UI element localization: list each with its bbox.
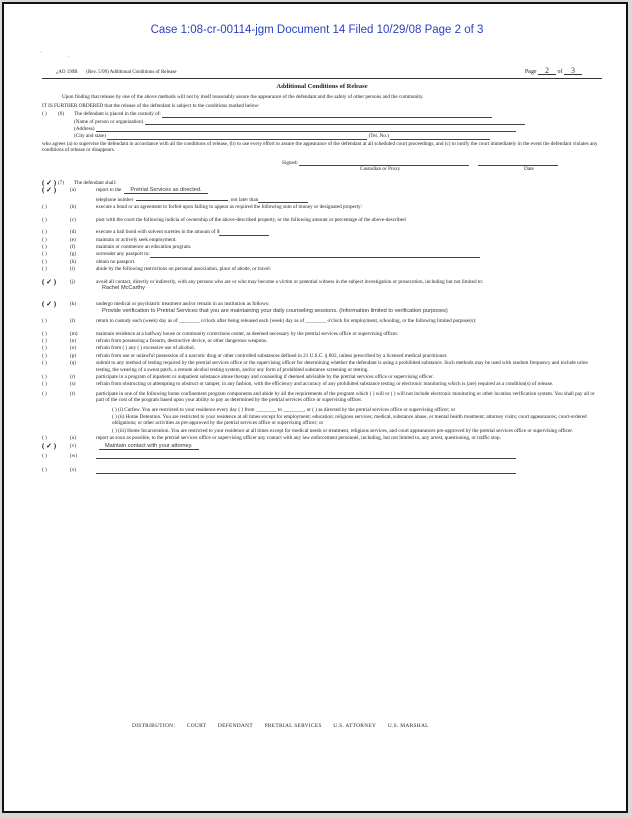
condition-checkbox: ( ✓ ) [42, 277, 57, 286]
address-label: (Address) [74, 126, 95, 133]
page-label: Page [524, 69, 537, 75]
condition-checkbox: ( ) [42, 243, 47, 250]
condition-checkbox: ( ) [42, 258, 47, 265]
condition-text [96, 187, 602, 193]
condition-text [96, 338, 602, 344]
condition-wording: ( ) (ii) Home Detention. You are restricted to your residence at all times except for employment; education; religious services; medical, substance abuse, or mental health treatment; attorney visits; court appearances; court-ordered obligations; or other activities as pre-approved by the pretrial services office or supervising officer; or [112, 414, 587, 427]
condition-text [96, 391, 602, 404]
intro-paragraph: Upon finding that release by one of the above methods will not by itself reasonably assure the appearance of the defendant and the safety of other persons and the community. [62, 94, 424, 101]
condition-row [42, 414, 602, 427]
condition-filled-value: Maintain contact with your attorney. [99, 443, 199, 450]
condition-letter: (g) [70, 251, 77, 258]
condition-text [96, 318, 602, 324]
condition-text [96, 204, 602, 210]
conditions-list [42, 187, 602, 473]
scan-speck: · [68, 54, 70, 60]
condition-checkbox: ( ) [42, 360, 47, 367]
condition-letter: (k) [70, 301, 77, 308]
condition-6 [42, 111, 602, 117]
condition-letter: (d) [70, 229, 77, 236]
distribution-court: COURT [186, 723, 207, 729]
condition-checkbox: ( ) [42, 266, 47, 273]
distribution-attorney: U.S. ATTORNEY [333, 723, 377, 729]
condition-row [42, 217, 602, 223]
condition-text [96, 435, 602, 441]
condition-row [42, 345, 602, 351]
city-label: (City and state) [74, 133, 106, 140]
condition-text [96, 345, 602, 351]
condition-row [42, 279, 602, 292]
condition-6-num: (6) [58, 111, 65, 118]
condition-checkbox: ( ) [42, 435, 47, 442]
condition-row [42, 453, 602, 459]
condition-row [42, 266, 602, 272]
condition-checkbox: ( ✓ ) [42, 441, 57, 450]
custodian-agreement: who agrees (a) to supervise the defendant in accordance with all the conditions of release, (b) to use every effort to assure the appearance of the defendant at all scheduled court proceedings, and (c) to notify the court immediately in the event the defendant violates any conditions of release or disappears. [42, 140, 598, 154]
condition-wording: undergo medical or psychiatric treatment and/or remain in an institution as follows: [96, 301, 270, 308]
condition-wording: maintain or actively seek employment. [96, 236, 177, 243]
condition-row [42, 195, 602, 203]
condition-checkbox: ( ✓ ) [42, 186, 57, 195]
condition-wording: report as soon as possible, to the pretrial services office or supervising officer any contact with any law enforcement personnel, including, but not limited to, any arrest, questioning, or traffic stop. [96, 435, 501, 442]
condition-letter: (e) [70, 236, 76, 243]
name-label: (Name of person or organization) [74, 118, 144, 125]
condition-row [42, 331, 602, 337]
page-number: 2 [538, 68, 556, 75]
condition-suffix: , not later than [228, 196, 259, 203]
condition-checkbox: ( ) [42, 453, 47, 460]
case-header: Case 1:08-cr-00114-jgm Document 14 Filed 10/29/08 Page 2 of 3 [150, 24, 484, 36]
form-title: Additional Conditions of Release [276, 83, 368, 90]
custodian-label: Custodian or Proxy [360, 166, 401, 173]
condition-text [96, 331, 602, 337]
condition-letter: (w) [70, 453, 78, 460]
condition-wording: refrain from ( ) any ( ) excessive use of alcohol. [96, 345, 195, 352]
condition-wording: refrain from obstructing or attempting to obstruct or tamper, in any fashion, with the efficiency and accuracy of any prohibited substance testing or electronic monitoring which is (are) required as a condition(s) of release. [96, 381, 554, 388]
condition-letter: (q) [70, 360, 77, 367]
condition-wording: submit to any method of testing required by the pretrial services office or the supervising officer for determining whether the defendant is using a prohibited substance. Such methods may be used with random frequency and include urine testing, the wearing of a sweat patch, a remote alcohol testing system, and/or any form of prohibited substance screening or testing. [96, 360, 588, 373]
condition-text [96, 467, 602, 473]
date-label: Date [524, 166, 534, 173]
condition-row [42, 443, 602, 449]
condition-checkbox: ( ) [42, 229, 47, 236]
condition-wording: execute a bail bond with solvent sureties in the amount of $ [96, 229, 220, 236]
condition-wording: avoid all contact, directly or indirectly, with any persons who are or who may become a victim or potential witness in the subject investigation or prosecution, including but not limited to: [96, 278, 484, 285]
condition-checkbox: ( ) [42, 467, 47, 474]
condition-text [96, 279, 602, 292]
condition-wording: post with the court the following indicia of ownership of the above-described property, or the following amount or percentage of the above-described [96, 216, 406, 223]
form-revision: (Rev. 5/99) Additional Conditions of Release [86, 70, 177, 75]
condition-wording: ( ) (i) Curfew. You are restricted to your residence every day ( ) from ________ to ________, or ( ) as directed by the pretrial services office or supervising officer; or [112, 406, 456, 413]
condition-checkbox: ( ✓ ) [42, 300, 57, 309]
condition-row [42, 301, 602, 314]
condition-wording: telephone number [96, 196, 134, 203]
condition-text [112, 407, 602, 413]
condition-letter: (i) [70, 266, 75, 273]
condition-text [96, 353, 602, 359]
condition-text [96, 229, 602, 235]
condition-row [42, 467, 602, 473]
distribution-label: DISTRIBUTION: [132, 723, 176, 729]
condition-row [42, 237, 602, 243]
condition-letter: (n) [70, 337, 77, 344]
condition-6-box: ( ) [42, 111, 47, 118]
condition-letter: (h) [70, 258, 77, 265]
condition-row [42, 381, 602, 387]
condition-checkbox: ( ) [42, 318, 47, 325]
condition-7-box: ( ✓ ) [42, 179, 57, 188]
condition-wording: participate in one of the following home confinement program components and abide by all the requirements of the program which ( ) will or ( ) will not include electronic monitoring or other location verification system. You shall pay all or part of the cost of the program based upon your ability to pay as determined by the pretrial services office or supervising officer. [96, 390, 595, 404]
condition-row [42, 391, 602, 404]
condition-letter: (f) [70, 243, 76, 250]
blank-line [150, 252, 480, 258]
condition-wording: abide by the following restrictions on personal association, place of abode, or travel: [96, 266, 272, 273]
custody-line [162, 112, 492, 118]
condition-wording: maintain or commence an education program. [96, 243, 192, 250]
blank-line [96, 453, 516, 459]
condition-checkbox: ( ) [42, 216, 47, 223]
form-id-line [56, 70, 177, 76]
condition-text [112, 428, 602, 434]
condition-letter: (r) [70, 374, 76, 380]
condition-checkbox: ( ) [42, 330, 47, 337]
condition-text [96, 244, 602, 250]
condition-text [96, 217, 602, 223]
condition-text [96, 266, 602, 272]
condition-filled-value: Rachel McCarthy [102, 284, 145, 291]
document-frame [2, 2, 628, 813]
condition-row [42, 435, 602, 441]
condition-letter: (a) [70, 187, 76, 194]
condition-filled-value: Provide verification to Pretrial Services that you are maintaining your daily counseling sessions. (Information limited to verification purposes) [102, 307, 448, 314]
tel-line [390, 134, 490, 140]
name-line [145, 119, 525, 125]
condition-letter: (l) [70, 318, 75, 325]
condition-checkbox: ( ) [42, 337, 47, 344]
condition-checkbox: ( ) [42, 236, 47, 243]
condition-checkbox: ( ) [42, 381, 47, 388]
condition-row [42, 360, 602, 373]
condition-letter: (m) [70, 330, 78, 337]
condition-wording: report to the [96, 187, 122, 194]
condition-letter: (j) [70, 278, 75, 285]
condition-checkbox: ( ) [42, 352, 47, 359]
signature-block [282, 160, 602, 172]
condition-6-text: The defendant is placed in the custody of: [74, 111, 161, 118]
form-id: ¿AO 199B [56, 70, 78, 75]
condition-letter: (t) [70, 390, 75, 397]
condition-row [42, 318, 602, 324]
condition-row [42, 407, 602, 413]
condition-wording: maintain residence at a halfway house or community corrections center, as deemed necessary by the pretrial services office or supervising officer. [96, 330, 399, 337]
distribution-line [132, 723, 439, 729]
condition-row [42, 374, 602, 380]
condition-checkbox: ( ) [42, 374, 47, 380]
condition-checkbox: ( ) [42, 390, 47, 397]
further-ordered: IT IS FURTHER ORDERED that the release of the defendant is subject to the conditions marked below: [42, 102, 260, 109]
condition-text [96, 453, 602, 459]
condition-letter: (p) [70, 352, 77, 359]
condition-filled-value: Pretrial Services as directed. [124, 187, 207, 194]
condition-checkbox: ( ) [42, 251, 47, 258]
condition-wording: surrender any passport to: [96, 251, 150, 258]
condition-wording: participate in a program of inpatient or outpatient substance abuse therapy and counseling if deemed advisable by the pretrial services office or supervising officer. [96, 374, 434, 380]
scan-speck: · [40, 50, 42, 56]
condition-text [96, 381, 602, 387]
condition-7-num: (7) [58, 180, 65, 187]
condition-checkbox: ( ) [42, 204, 47, 211]
condition-wording: obtain no passport. [96, 258, 136, 265]
condition-letter: (c) [70, 216, 76, 223]
condition-text [96, 360, 602, 373]
distribution-pretrial: PRETRIAL SERVICES [264, 723, 322, 729]
condition-wording: return to custody each (week) day as of ________ o'clock after being released each (week) day as of ________ o'clock for employment, schooling, or the following limited purpose(s): [96, 318, 477, 325]
condition-row [42, 353, 602, 359]
condition-letter: (b) [70, 204, 77, 211]
address-line [96, 126, 516, 132]
condition-text [112, 414, 602, 427]
condition-row [42, 204, 602, 210]
condition-text [96, 259, 602, 265]
form-page [42, 68, 602, 482]
distribution-defendant: DEFENDANT [217, 723, 253, 729]
page-total: 3 [564, 68, 582, 75]
condition-row [42, 244, 602, 250]
condition-letter: (s) [70, 381, 76, 388]
condition-text [96, 374, 602, 380]
condition-wording: ( ) (iii) Home Incarceration. You are restricted to your residence at all times except for medical needs or treatment, religious services, and court appearances pre-approved by the pretrial services office or supervising officer. [112, 427, 574, 434]
condition-row [42, 229, 602, 235]
city-row [74, 133, 602, 139]
of-label: of [557, 69, 563, 75]
address-row [74, 126, 602, 132]
form-topline [42, 68, 602, 79]
condition-text [96, 251, 602, 257]
page-indicator [525, 68, 582, 75]
condition-row [42, 259, 602, 265]
condition-row [42, 251, 602, 257]
condition-text [96, 443, 602, 449]
amount-line [219, 230, 269, 236]
condition-filled-value [136, 195, 228, 201]
condition-row [42, 338, 602, 344]
condition-letter: (o) [70, 345, 77, 352]
signed-label: Signed: [282, 159, 298, 166]
condition-7-text: The defendant shall: [74, 180, 117, 187]
condition-letter: (u) [70, 435, 77, 442]
condition-letter: (x) [70, 467, 77, 474]
time-line [258, 197, 308, 203]
condition-text [96, 301, 602, 314]
condition-7 [42, 180, 602, 186]
condition-text [96, 237, 602, 243]
blank-line [96, 468, 516, 474]
condition-row [42, 428, 602, 434]
condition-letter: (v) [70, 442, 77, 449]
condition-row [42, 187, 602, 193]
condition-wording: refrain from possessing a firearm, destructive device, or other dangerous weapons. [96, 337, 268, 344]
condition-wording: refrain from use or unlawful possession of a narcotic drug or other controlled substances defined in 21 U.S.C. § 802, unless prescribed by a licensed medical practitioner. [96, 352, 448, 359]
condition-text [96, 195, 602, 203]
city-line [107, 134, 367, 140]
tel-label: (Tel. No.) [368, 133, 389, 140]
name-row [74, 119, 602, 125]
distribution-marshal: U.S. MARSHAL [387, 723, 429, 729]
condition-checkbox: ( ) [42, 345, 47, 352]
condition-wording: execute a bond or an agreement to forfeit upon failing to appear as required the following sum of money or designated property: [96, 204, 363, 211]
